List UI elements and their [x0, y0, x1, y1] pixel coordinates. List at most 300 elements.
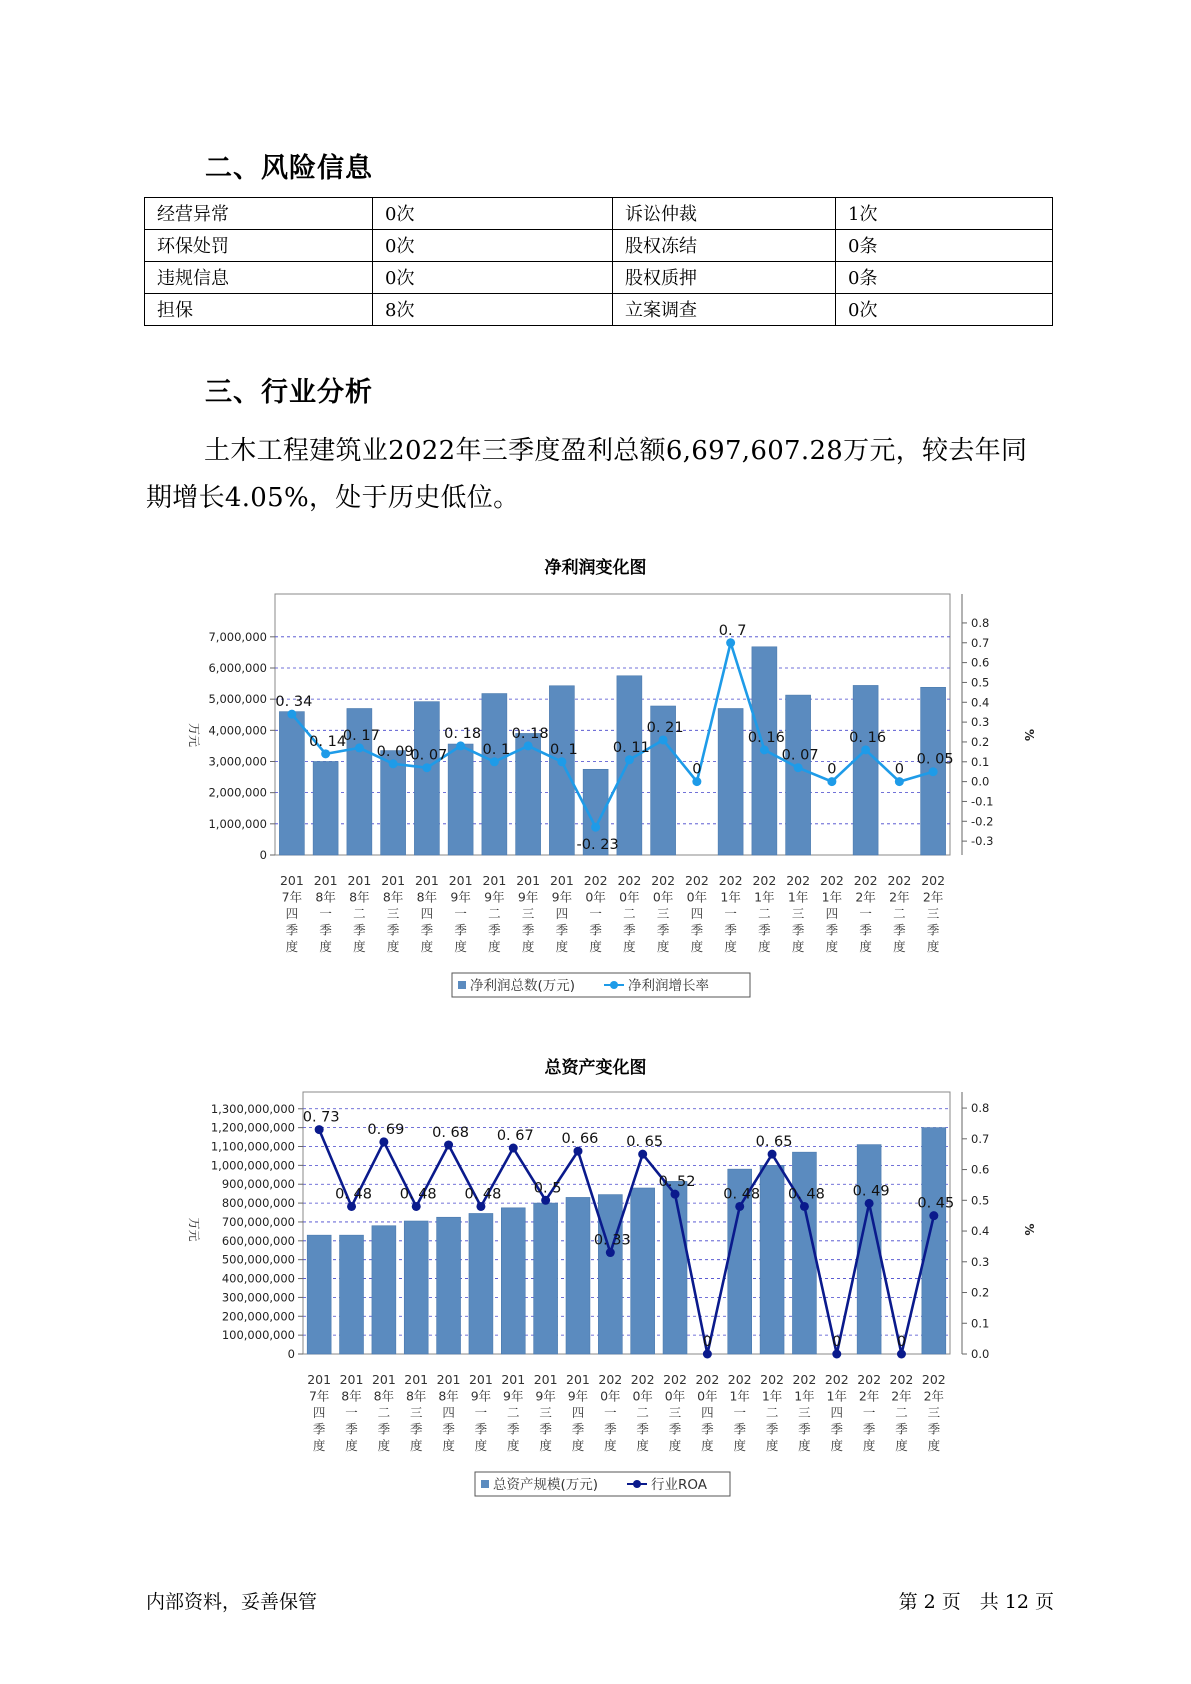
- x-tick-label: 三: [927, 1405, 941, 1420]
- x-tick-label: 季: [521, 922, 535, 938]
- x-tick-label: 度: [895, 1438, 908, 1453]
- x-tick-label: 度: [539, 1438, 552, 1453]
- risk-table: [144, 197, 1053, 326]
- x-tick-label: 度: [454, 939, 467, 954]
- risk-item-label: 诉讼仲裁: [613, 198, 836, 230]
- x-tick-label: 2年: [922, 889, 944, 905]
- y2-tick-label: 0.7: [971, 635, 990, 650]
- x-tick-label: 9年: [503, 1388, 524, 1404]
- x-tick-label: 9年: [484, 889, 505, 905]
- x-tick-label: 季: [539, 1421, 552, 1437]
- x-tick-label: 7年: [308, 1388, 330, 1404]
- data-label: 0. 21: [646, 719, 684, 736]
- x-tick-label: 度: [893, 939, 906, 954]
- x-tick-label: 季: [555, 922, 569, 938]
- bar: [372, 1226, 396, 1354]
- line-point: [659, 735, 668, 744]
- x-tick-label: 度: [758, 939, 771, 954]
- x-tick-label: 1年: [826, 1388, 848, 1404]
- line-point: [287, 710, 296, 719]
- y-tick-label: 4,000,000: [208, 723, 267, 738]
- footer-confidential: 内部资料，妥善保管: [146, 1591, 318, 1613]
- x-tick-label: 度: [319, 939, 332, 954]
- x-tick-label: 8年: [382, 889, 404, 905]
- x-tick-label: 0年: [632, 1388, 653, 1404]
- x-tick-label: 度: [927, 1438, 941, 1453]
- chart1-title: 净利润变化图: [544, 558, 647, 578]
- bar: [718, 709, 743, 855]
- line-point: [827, 777, 836, 786]
- x-tick-label: 202: [651, 873, 676, 888]
- x-tick-label: 201: [533, 1372, 558, 1387]
- y2-tick-label: 0.8: [971, 1101, 990, 1116]
- data-label: 0. 48: [399, 1186, 437, 1203]
- legend-bar-label: 总资产规模(万元): [493, 1477, 599, 1493]
- x-tick-label: 1年: [821, 889, 843, 905]
- risk-item-value: 0次: [373, 262, 613, 294]
- data-label: 0. 52: [658, 1174, 696, 1191]
- bar: [566, 1197, 590, 1354]
- x-tick-label: 2年: [889, 889, 910, 905]
- x-tick-label: 季: [409, 1421, 423, 1437]
- line-point: [929, 767, 938, 776]
- x-tick-label: 201: [516, 873, 541, 888]
- data-label: 0. 1: [550, 741, 578, 758]
- bar: [792, 1152, 816, 1354]
- x-tick-label: 1年: [729, 1388, 750, 1404]
- section2-title: 二、风险信息: [205, 153, 373, 184]
- bar: [549, 686, 574, 855]
- x-tick-label: 度: [926, 939, 940, 954]
- y-tick-label: 100,000,000: [221, 1328, 295, 1343]
- risk-table-row: [145, 198, 1053, 230]
- x-tick-label: 9年: [450, 889, 471, 905]
- x-tick-label: 度: [668, 1438, 682, 1453]
- x-tick-label: 季: [386, 922, 400, 938]
- y-tick-label: 800,000,000: [221, 1196, 295, 1211]
- x-tick-label: 季: [454, 922, 467, 938]
- x-tick-label: 季: [420, 922, 434, 938]
- x-tick-label: 二: [353, 906, 366, 921]
- line-point: [389, 759, 398, 768]
- risk-item-label: 违规信息: [145, 262, 373, 294]
- x-tick-label: 季: [636, 1421, 649, 1437]
- y2-tick-label: 0.8: [971, 615, 990, 630]
- y-tick-label: 500,000,000: [221, 1252, 295, 1267]
- bar: [617, 676, 642, 855]
- x-tick-label: 一: [733, 1405, 746, 1420]
- x-tick-label: 二: [893, 906, 906, 921]
- x-tick-label: 201: [436, 1372, 461, 1387]
- x-tick-label: 202: [630, 1372, 655, 1387]
- x-tick-label: 四: [312, 1405, 326, 1420]
- x-tick-label: 202: [760, 1372, 785, 1387]
- y2-tick-label: 0.2: [971, 734, 990, 749]
- data-label: 0. 11: [612, 739, 650, 756]
- x-tick-label: 0年: [697, 1388, 718, 1404]
- x-tick-label: 8年: [349, 889, 370, 905]
- line-point: [929, 1211, 938, 1220]
- x-tick-label: 二: [895, 1405, 908, 1420]
- x-tick-label: 季: [927, 1421, 941, 1437]
- line-point: [800, 1202, 809, 1211]
- risk-item-label: 环保处罚: [145, 230, 373, 262]
- y-tick-label: 400,000,000: [221, 1271, 295, 1286]
- y2-tick-label: 0.4: [971, 1224, 990, 1239]
- data-label: 0. 66: [561, 1131, 599, 1148]
- y2-tick-label: 0.0: [971, 1347, 990, 1361]
- x-tick-label: 度: [859, 939, 872, 954]
- legend-line-label: 净利润增长率: [628, 978, 709, 994]
- x-tick-label: 季: [825, 922, 839, 938]
- y-tick-label: 700,000,000: [221, 1214, 295, 1229]
- line-point: [422, 763, 431, 772]
- x-tick-label: 季: [656, 922, 670, 938]
- x-tick-label: 201: [566, 1372, 590, 1387]
- line-point: [726, 638, 735, 647]
- data-label: 0. 48: [723, 1186, 761, 1203]
- x-tick-label: 度: [656, 939, 670, 954]
- x-tick-label: 0年: [652, 889, 674, 905]
- x-tick-label: 201: [339, 1372, 364, 1387]
- x-tick-label: 8年: [416, 889, 438, 905]
- x-tick-label: 季: [733, 1421, 746, 1437]
- line-point: [897, 1350, 906, 1359]
- y-tick-label: 900,000,000: [221, 1177, 295, 1192]
- x-tick-label: 2年: [858, 1388, 880, 1404]
- x-tick-label: 201: [448, 873, 473, 888]
- x-tick-label: 度: [636, 1438, 649, 1453]
- data-label: 0. 07: [410, 747, 448, 764]
- bar: [501, 1208, 525, 1354]
- x-tick-label: 度: [791, 939, 805, 954]
- x-tick-label: 9年: [470, 1388, 492, 1404]
- line-point: [760, 745, 769, 754]
- bar: [437, 1217, 461, 1354]
- x-tick-label: 一: [862, 1405, 876, 1420]
- x-tick-label: 202: [857, 1372, 882, 1387]
- x-tick-label: 201: [404, 1372, 429, 1387]
- x-tick-label: 三: [409, 1405, 423, 1420]
- line-point: [347, 1202, 356, 1211]
- x-tick-label: 度: [604, 1438, 617, 1453]
- data-label: 0. 09: [376, 743, 414, 760]
- y2-tick-label: -0.1: [971, 794, 994, 809]
- data-label: 0: [827, 761, 837, 778]
- x-tick-label: 季: [377, 1421, 391, 1437]
- x-tick-label: 四: [825, 906, 839, 921]
- x-tick-label: 201: [347, 873, 372, 888]
- x-tick-label: 度: [442, 1438, 455, 1453]
- y2-tick-label: 0.6: [971, 655, 990, 670]
- x-tick-label: 二: [636, 1405, 649, 1420]
- x-tick-label: 202: [889, 1372, 914, 1387]
- x-tick-label: 202: [727, 1372, 752, 1387]
- x-tick-label: 202: [617, 873, 642, 888]
- line-point: [573, 1147, 582, 1156]
- data-label: 0. 48: [787, 1186, 825, 1203]
- line-point: [865, 1199, 874, 1208]
- x-tick-label: 9年: [535, 1388, 556, 1404]
- y2-tick-label: -0.3: [971, 834, 994, 849]
- x-tick-label: 2年: [855, 889, 876, 905]
- x-tick-label: 度: [830, 1438, 844, 1453]
- x-tick-label: 0年: [600, 1388, 621, 1404]
- x-tick-label: 202: [718, 873, 743, 888]
- x-tick-label: 季: [926, 922, 940, 938]
- y2-tick-label: 0.5: [971, 1193, 990, 1208]
- x-tick-label: 一: [589, 906, 602, 921]
- x-tick-label: 季: [690, 922, 704, 938]
- y2-tick-label: 0.6: [971, 1162, 990, 1177]
- risk-item-label: 经营异常: [145, 198, 373, 230]
- x-tick-label: 四: [555, 906, 569, 921]
- x-tick-label: 三: [791, 906, 805, 921]
- legend-bar-swatch: [458, 981, 466, 989]
- y2-tick-label: 0.4: [971, 695, 990, 710]
- risk-table-row: [145, 230, 1053, 262]
- section3-title: 三、行业分析: [205, 377, 373, 408]
- data-label: 0: [832, 1334, 842, 1350]
- x-tick-label: 季: [701, 1421, 714, 1437]
- x-tick-label: 度: [488, 939, 501, 954]
- x-tick-label: 202: [752, 873, 777, 888]
- x-tick-label: 度: [386, 939, 400, 954]
- line-point: [735, 1202, 744, 1211]
- bar: [279, 712, 304, 855]
- data-label: 0. 65: [626, 1134, 664, 1151]
- x-tick-label: 四: [420, 906, 434, 921]
- data-label: 0. 18: [511, 725, 549, 742]
- x-tick-label: 度: [345, 1438, 358, 1453]
- bar: [469, 1213, 493, 1354]
- x-tick-label: 季: [312, 1421, 326, 1437]
- line-point: [557, 757, 566, 766]
- legend-bar-swatch: [481, 1480, 489, 1488]
- risk-table-row: [145, 294, 1053, 326]
- data-label: 0. 68: [432, 1124, 470, 1141]
- bar: [448, 744, 473, 855]
- x-tick-label: 季: [895, 1421, 908, 1437]
- y2-tick-label: 0.3: [971, 1254, 990, 1269]
- x-tick-label: 一: [454, 906, 467, 921]
- total-assets-chart: [180, 1088, 1050, 1508]
- bar: [313, 761, 338, 855]
- x-tick-label: 1年: [754, 889, 775, 905]
- x-tick-label: 2年: [923, 1388, 945, 1404]
- line-point: [703, 1350, 712, 1359]
- legend-line-label: 行业ROA: [651, 1477, 708, 1493]
- x-tick-label: 度: [798, 1438, 811, 1453]
- x-tick-label: 7年: [281, 889, 303, 905]
- y2-tick-label: 0.5: [971, 675, 990, 690]
- bar: [598, 1195, 622, 1354]
- line-point: [692, 777, 701, 786]
- line-point: [638, 1150, 647, 1159]
- line-point: [509, 1144, 518, 1153]
- x-tick-label: 8年: [315, 889, 336, 905]
- x-tick-label: 一: [345, 1405, 358, 1420]
- x-tick-label: 度: [765, 1438, 779, 1453]
- x-tick-label: 202: [921, 873, 946, 888]
- data-label: 0. 16: [849, 729, 887, 746]
- chart2-title: 总资产变化图: [544, 1058, 647, 1078]
- x-tick-label: 1年: [761, 1388, 783, 1404]
- x-tick-label: 8年: [405, 1388, 427, 1404]
- bar: [631, 1188, 655, 1354]
- data-label: 0. 07: [781, 747, 819, 764]
- x-tick-label: 201: [482, 873, 507, 888]
- data-label: 0. 33: [593, 1232, 631, 1249]
- x-tick-label: 度: [825, 939, 839, 954]
- x-tick-label: 季: [285, 922, 299, 938]
- bar: [857, 1145, 881, 1354]
- x-tick-label: 202: [598, 1372, 623, 1387]
- line-point: [490, 757, 499, 766]
- bar: [922, 1128, 946, 1354]
- y2-tick-label: 0.3: [971, 715, 990, 730]
- x-tick-label: 201: [549, 873, 574, 888]
- y-tick-label: 2,000,000: [208, 785, 267, 800]
- data-label: -0. 23: [576, 837, 619, 854]
- x-tick-label: 季: [488, 922, 501, 938]
- x-tick-label: 三: [798, 1405, 811, 1420]
- x-tick-label: 度: [733, 1438, 746, 1453]
- x-tick-label: 季: [571, 1421, 585, 1437]
- x-tick-label: 201: [371, 1372, 396, 1387]
- bar: [482, 694, 507, 855]
- x-tick-label: 度: [353, 939, 366, 954]
- x-tick-label: 一: [474, 1405, 488, 1420]
- data-label: 0: [894, 761, 904, 778]
- paragraph-text: 土木工程建筑业2022年三季度盈利总额6,697,607.28万元，较去年同期增长4.05%，处于历史低位。: [146, 436, 1028, 513]
- y-tick-label: 5,000,000: [208, 692, 267, 707]
- x-tick-label: 三: [521, 906, 535, 921]
- legend: [452, 973, 750, 997]
- data-label: 0. 17: [342, 727, 380, 744]
- x-tick-label: 季: [474, 1421, 488, 1437]
- y2-tick-label: 0.1: [971, 754, 990, 769]
- x-tick-label: 季: [345, 1421, 358, 1437]
- risk-item-label: 股权冻结: [613, 230, 836, 262]
- bar: [404, 1221, 428, 1354]
- bar: [760, 1165, 784, 1354]
- line-point: [541, 1196, 550, 1205]
- risk-item-value: 0次: [836, 294, 1053, 326]
- data-label: 0. 7: [718, 622, 747, 639]
- x-tick-label: 二: [507, 1405, 520, 1420]
- x-tick-label: 202: [819, 873, 844, 888]
- risk-item-label: 立案调查: [613, 294, 836, 326]
- line-point: [379, 1137, 388, 1146]
- footer-page-number: 第 2 页 共 12 页: [898, 1591, 1054, 1613]
- x-tick-label: 8年: [341, 1388, 362, 1404]
- x-tick-label: 202: [887, 873, 912, 888]
- bar: [414, 702, 439, 855]
- x-tick-label: 201: [313, 873, 338, 888]
- x-tick-label: 201: [501, 1372, 526, 1387]
- y2-axis-label: %: [1022, 1223, 1036, 1236]
- x-tick-label: 度: [701, 1438, 714, 1453]
- risk-item-value: 0次: [373, 230, 613, 262]
- x-tick-label: 202: [824, 1372, 849, 1387]
- data-label: 0. 1: [482, 741, 511, 758]
- line-point: [444, 1140, 453, 1149]
- x-tick-label: 202: [695, 1372, 720, 1387]
- data-label: 0. 18: [444, 725, 482, 742]
- line-point: [606, 1248, 615, 1257]
- data-label: 0. 67: [496, 1128, 534, 1145]
- y-tick-label: 600,000,000: [221, 1233, 295, 1248]
- data-label: 0. 05: [916, 751, 954, 768]
- y-tick-label: 300,000,000: [221, 1290, 295, 1305]
- y-tick-label: 1,000,000,000: [210, 1158, 295, 1173]
- y-tick-label: 200,000,000: [221, 1309, 295, 1324]
- line-point: [768, 1150, 777, 1159]
- bar: [307, 1235, 331, 1354]
- data-label: 0. 14: [309, 733, 347, 750]
- line-point: [671, 1190, 680, 1199]
- bar: [534, 1203, 558, 1354]
- x-tick-label: 0年: [686, 889, 708, 905]
- x-tick-label: 8年: [438, 1388, 459, 1404]
- y-tick-label: 1,300,000,000: [210, 1101, 295, 1116]
- x-tick-label: 9年: [567, 1388, 589, 1404]
- x-tick-label: 度: [377, 1438, 391, 1453]
- bar: [853, 685, 878, 855]
- x-tick-label: 9年: [517, 889, 539, 905]
- net-profit-chart: [180, 585, 1050, 1005]
- x-tick-label: 季: [623, 922, 636, 938]
- x-tick-label: 二: [623, 906, 636, 921]
- y-tick-label: 1,100,000,000: [210, 1139, 295, 1154]
- data-label: 0. 49: [852, 1183, 890, 1200]
- plot-area: [275, 594, 950, 855]
- x-tick-label: 度: [474, 1438, 488, 1453]
- y2-tick-label: -0.2: [971, 814, 994, 829]
- x-tick-label: 二: [765, 1405, 779, 1420]
- data-label: 0. 48: [464, 1186, 502, 1203]
- x-tick-label: 一: [859, 906, 872, 921]
- x-tick-label: 二: [377, 1405, 391, 1420]
- x-tick-label: 201: [468, 1372, 493, 1387]
- line-point: [625, 755, 634, 764]
- x-tick-label: 度: [571, 1438, 585, 1453]
- x-tick-label: 9年: [551, 889, 573, 905]
- legend-bar-label: 净利润总数(万元): [470, 978, 576, 994]
- y-tick-label: 3,000,000: [208, 754, 267, 769]
- y-tick-label: 1,200,000,000: [210, 1120, 295, 1135]
- line-point: [476, 1202, 485, 1211]
- risk-item-label: 股权质押: [613, 262, 836, 294]
- x-tick-label: 二: [488, 906, 501, 921]
- x-tick-label: 度: [312, 1438, 326, 1453]
- y2-axis-label: %: [1022, 728, 1036, 742]
- x-tick-label: 度: [521, 939, 535, 954]
- x-tick-label: 201: [307, 1372, 332, 1387]
- x-tick-label: 季: [507, 1421, 520, 1437]
- x-tick-label: 季: [353, 922, 366, 938]
- risk-item-value: 0条: [836, 262, 1053, 294]
- line-point: [355, 743, 364, 752]
- y-tick-label: 0: [259, 848, 267, 862]
- x-tick-label: 度: [285, 939, 299, 954]
- y-tick-label: 0: [287, 1347, 295, 1361]
- line-point: [591, 823, 600, 832]
- x-tick-label: 1年: [787, 889, 809, 905]
- line-point: [456, 741, 465, 750]
- x-tick-label: 三: [668, 1405, 682, 1420]
